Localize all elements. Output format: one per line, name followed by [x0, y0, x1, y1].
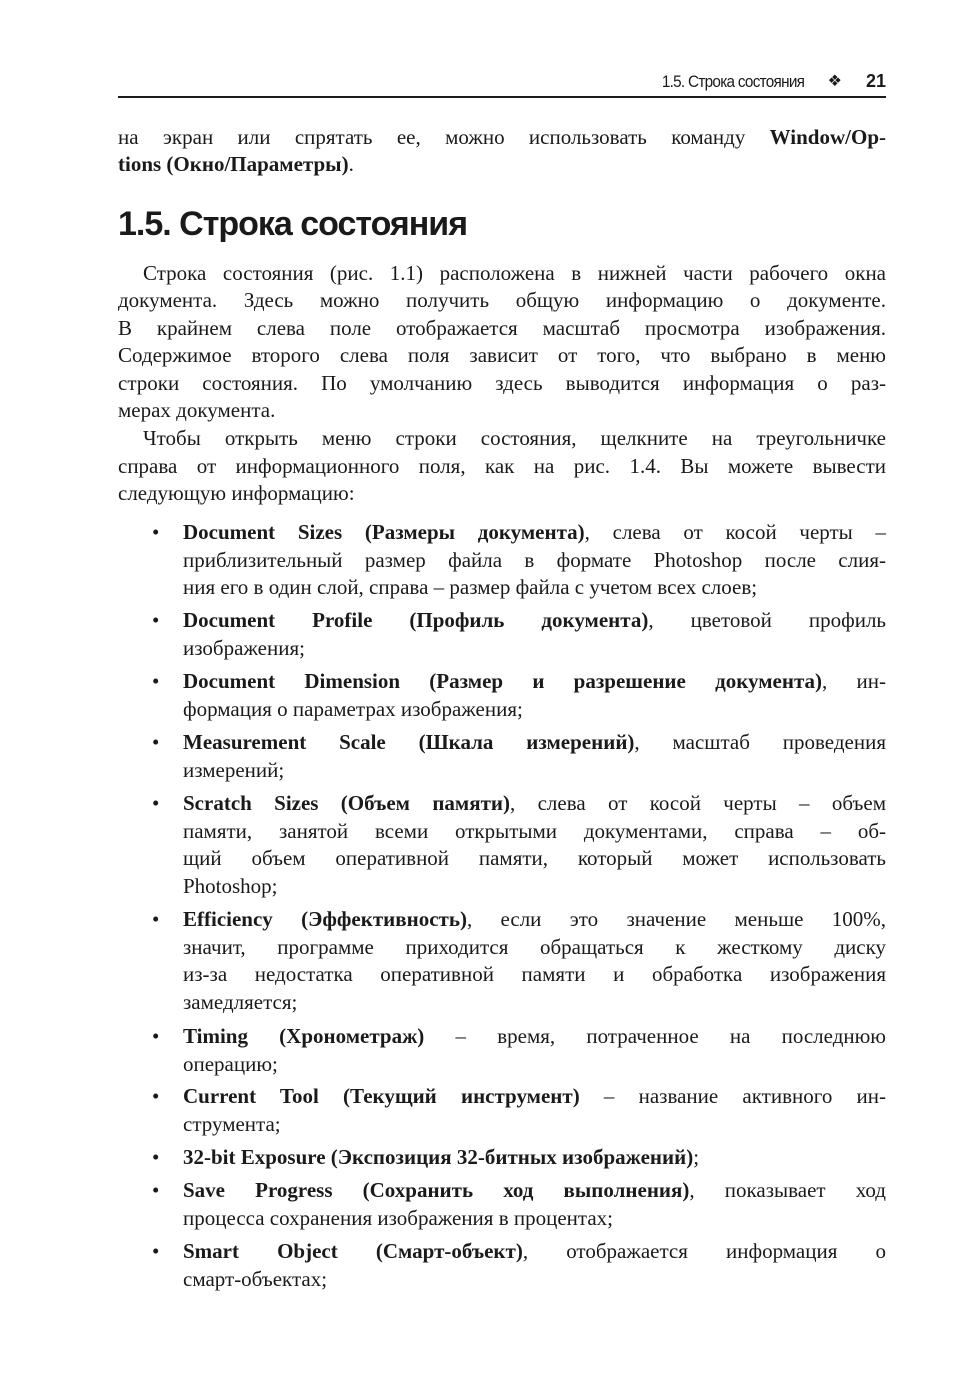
running-header — [118, 66, 886, 98]
list-item-line — [183, 667, 886, 695]
paragraph-line: документа. Здесь можно получить общую информацию о документе. — [118, 288, 886, 312]
term: Scratch Sizes (Объем памяти) — [183, 791, 510, 815]
description: , отображается информация о — [522, 1239, 887, 1263]
list-item-line — [183, 1082, 886, 1110]
text: . — [348, 152, 354, 176]
list-item-line — [183, 905, 886, 933]
bullet-icon: • — [152, 1084, 160, 1108]
description: изображения; — [183, 635, 305, 660]
description: измерений; — [183, 757, 285, 782]
term: Smart Object (Смарт-объект) — [183, 1239, 523, 1263]
running-title: 1.5. Строка состояния — [661, 72, 804, 91]
term: Save Progress (Сохранить ход выполнения) — [183, 1178, 690, 1202]
list-item-line — [183, 1110, 886, 1138]
description: из-за недостатка оперативной памяти и обработка изображения — [183, 962, 886, 986]
term: Timing (Хронометраж) — [183, 1024, 425, 1048]
list-item-line — [183, 960, 886, 988]
description: , масштаб проведения — [634, 730, 886, 754]
ornament-icon: ❖ — [827, 73, 842, 90]
description: , показывает ход — [689, 1178, 886, 1202]
list-item-line — [183, 1204, 886, 1232]
text: на экран или спрятать ее, можно использовать команду — [118, 125, 770, 149]
description: приблизительный размер файла в формате Photoshop после слия- — [183, 547, 886, 572]
description: щий объем оперативной памяти, который может использовать — [183, 846, 886, 870]
list-item-line — [183, 606, 886, 634]
description: памяти, занятой всеми открытыми документами, справа – об- — [183, 818, 886, 843]
paragraph-line: Содержимое второго слева поля зависит от того, что выбрано в меню — [118, 343, 886, 367]
list-item-line — [183, 872, 886, 900]
description: смарт-объектах; — [183, 1266, 328, 1291]
term: Efficiency (Эффективность) — [183, 907, 467, 931]
list-item-line — [183, 1022, 886, 1050]
description: , слева от косой черты – объем — [510, 791, 886, 815]
list-item-line — [183, 789, 886, 817]
paragraph-line: Чтобы открыть меню строки состояния, щелкните на треугольничке — [143, 426, 886, 450]
list-item-line — [183, 1050, 886, 1078]
bullet-icon: • — [152, 1024, 160, 1048]
description: , слева от косой черты – — [584, 520, 886, 544]
paragraph-line: следующую информацию: — [118, 481, 355, 505]
description: операцию; — [183, 1051, 278, 1076]
list-item-line — [183, 817, 886, 845]
list-item-line — [183, 1237, 886, 1265]
list-item-line — [183, 988, 886, 1016]
term: Document Dimension (Размер и разрешение документа) — [183, 669, 823, 693]
term: Measurement Scale (Шкала измерений) — [183, 730, 635, 754]
list-item-line — [183, 1176, 886, 1204]
description: замедляется; — [183, 989, 298, 1014]
intro-line — [118, 150, 886, 178]
list-item-line — [183, 518, 886, 546]
paragraph-line: Строка состояния (рис. 1.1) расположена в нижней части рабочего окна — [143, 261, 886, 285]
term: Document Sizes (Размеры документа) — [183, 520, 585, 544]
list-item-line — [183, 933, 886, 961]
menu-command: Window/Op- — [769, 125, 886, 149]
bullet-icon: • — [152, 1239, 160, 1263]
list-item-line — [183, 844, 886, 872]
term: Current Tool (Текущий инструмент) — [183, 1084, 580, 1108]
page-number: 21 — [865, 71, 886, 91]
paragraph-line: мерах документа. — [118, 398, 276, 422]
description: значит, программе приходится обращаться к жесткому диску — [183, 934, 886, 959]
bullet-icon: • — [152, 1178, 160, 1202]
paragraph-line: В крайнем слева поле отображается масштаб просмотра изображения. — [118, 316, 886, 340]
list-item-line — [183, 728, 886, 756]
paragraph-line: справа от информационного поля, как на рис. 1.4. Вы можете вывести — [118, 454, 886, 478]
bullet-icon: • — [152, 669, 160, 693]
bullet-icon: • — [152, 791, 160, 815]
paragraph-line: строки состояния. По умолчанию здесь выводится информация о раз- — [118, 371, 886, 395]
description: , ин- — [822, 669, 886, 693]
description: ния его в один слой, справа – размер файла с учетом всех слоев; — [183, 575, 758, 599]
section-heading: 1.5. Строка состояния — [118, 205, 468, 243]
description: ; — [693, 1145, 700, 1169]
bullet-icon: • — [152, 907, 160, 931]
description: – время, потраченное на последнюю — [424, 1024, 886, 1048]
description: , если это значение меньше 100%, — [466, 907, 887, 931]
bullet-icon: • — [152, 608, 160, 632]
intro-line — [118, 123, 886, 151]
term: 32-bit Exposure (Экспозиция 32-битных изображений) — [183, 1145, 694, 1169]
description: процесса сохранения изображения в процентах; — [183, 1205, 613, 1230]
description: струмента; — [183, 1111, 281, 1136]
description: формация о параметрах изображения; — [183, 696, 523, 721]
description: Photoshop; — [183, 873, 278, 898]
bullet-icon: • — [152, 1145, 160, 1169]
list-item-line — [183, 1265, 886, 1293]
menu-command: tions (Окно/Параметры) — [118, 152, 349, 176]
bullet-icon: • — [152, 730, 160, 754]
description: , цветовой профиль — [648, 608, 886, 632]
list-item-line — [183, 634, 886, 662]
bullet-icon: • — [152, 520, 160, 544]
list-item-line — [183, 756, 886, 784]
list-item-line — [183, 546, 886, 574]
list-item-line — [183, 573, 886, 601]
list-item-line — [183, 1143, 886, 1171]
list-item-line — [183, 695, 886, 723]
term: Document Profile (Профиль документа) — [183, 608, 649, 632]
description: – название активного ин- — [579, 1084, 886, 1108]
